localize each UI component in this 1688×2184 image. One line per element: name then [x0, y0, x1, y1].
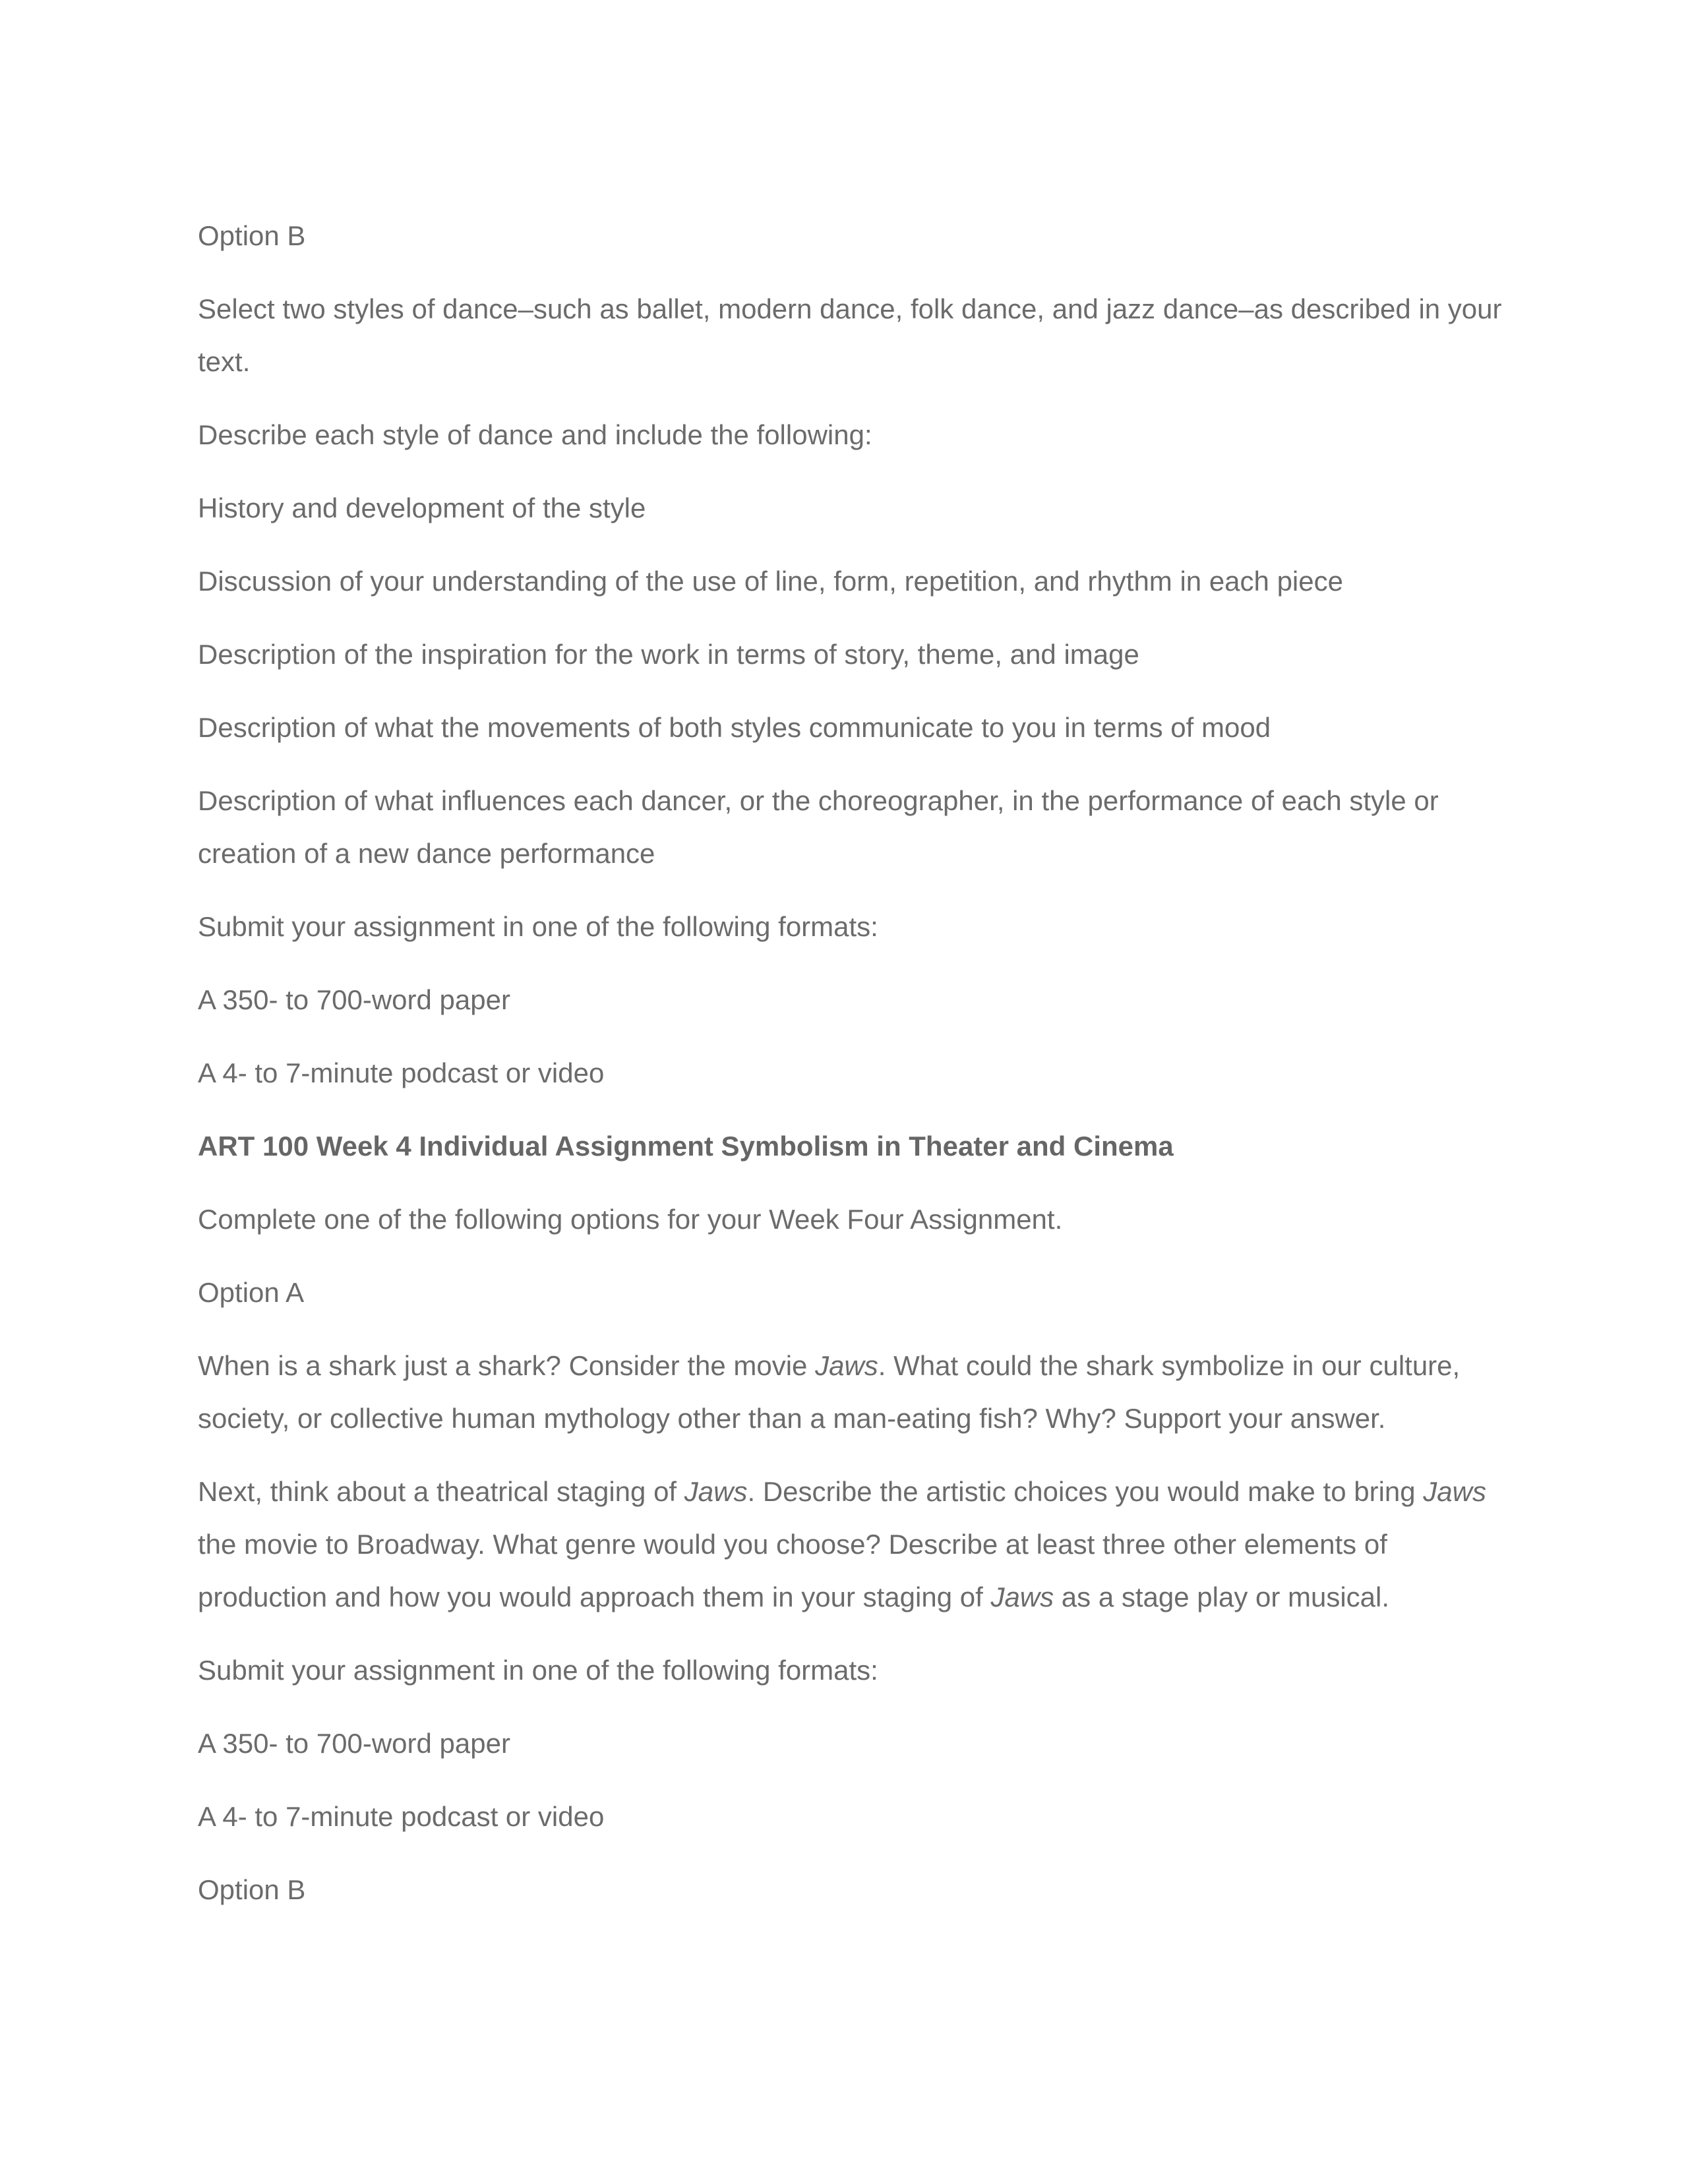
requirement-history: History and development of the style [198, 492, 646, 523]
option-a-label: Option A [198, 1277, 305, 1308]
staging-part-2: . Describe the artistic choices you would make to bring [747, 1476, 1424, 1507]
movie-title: Jaws [815, 1350, 878, 1381]
section-heading: ART 100 Week 4 Individual Assignment Symbolism in Theater and Cinema [198, 1131, 1174, 1162]
shark-question-part-1: When is a shark just a shark? Consider the movie [198, 1350, 816, 1381]
staging-part-1: Next, think about a theatrical staging of [198, 1476, 684, 1507]
format-podcast: A 4- to 7-minute podcast or video [198, 1057, 605, 1088]
movie-title: Jaws [990, 1581, 1054, 1612]
option-b-label-2: Option B [198, 1874, 306, 1905]
staging-part-4: as a stage play or musical. [1054, 1581, 1390, 1612]
theatrical-staging-instruction [198, 1465, 1517, 1624]
requirement-movements: Description of what the movements of both styles communicate to you in terms of mood [198, 712, 1271, 743]
document-body [198, 210, 1517, 1937]
describe-instruction: Describe each style of dance and include the following: [198, 419, 872, 450]
movie-title: Jaws [684, 1476, 748, 1507]
shark-question [198, 1340, 1517, 1445]
movie-title: Jaws [1423, 1476, 1486, 1507]
format-paper-2: A 350- to 700-word paper [198, 1728, 510, 1759]
dance-styles-instruction: Select two styles of dance–such as ballet, modern dance, folk dance, and jazz dance–as described in your text. [198, 293, 1502, 377]
requirement-inspiration: Description of the inspiration for the work in terms of story, theme, and image [198, 639, 1139, 670]
requirement-discussion: Discussion of your understanding of the use of line, form, repetition, and rhythm in each piece [198, 566, 1343, 597]
requirement-influences: Description of what influences each dancer, or the choreographer, in the performance of each style or creation of a new dance performance [198, 785, 1439, 869]
format-podcast-2: A 4- to 7-minute podcast or video [198, 1801, 605, 1832]
submit-instruction-2: Submit your assignment in one of the following formats: [198, 1655, 878, 1686]
format-paper: A 350- to 700-word paper [198, 984, 510, 1015]
staging-part-3: the movie to Broadway. What genre would you choose? Describe at least three other elements of production and how you would approach them in your staging of [198, 1529, 1387, 1612]
submit-instruction: Submit your assignment in one of the following formats: [198, 911, 878, 942]
option-b-label: Option B [198, 220, 306, 251]
week-four-instruction: Complete one of the following options for your Week Four Assignment. [198, 1204, 1063, 1235]
shark-question-part-2: . What could the shark symbolize in our culture, society, or collective human mythology other than a man-eating fish? Why? Support your answer. [198, 1350, 1461, 1434]
